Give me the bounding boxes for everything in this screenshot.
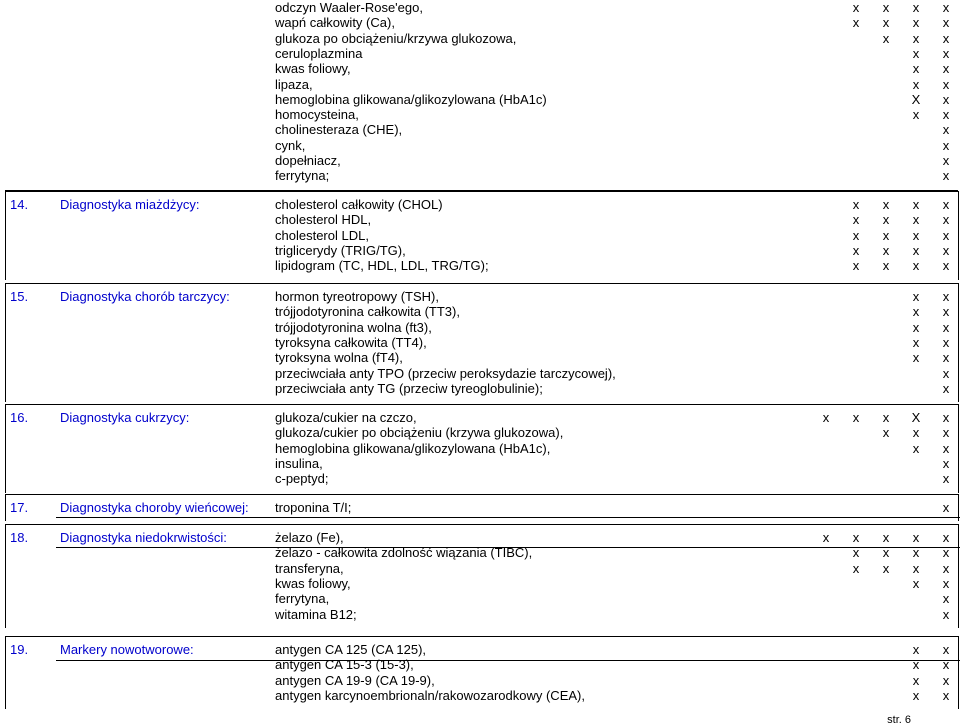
test-name: glukoza/cukier na czczo, — [275, 410, 417, 425]
table-row — [0, 500, 960, 515]
section-title: Diagnostyka niedokrwistości: — [60, 530, 227, 545]
test-name: trójjodotyronina wolna (ft3), — [275, 319, 432, 335]
table-row — [0, 561, 960, 576]
section-border-top — [5, 524, 958, 525]
mark-cell: x — [912, 350, 920, 366]
mark-cell: x — [942, 45, 950, 61]
test-name: żelazo (Fe), — [275, 530, 344, 545]
section-border-top — [5, 636, 958, 637]
mark-cell: x — [942, 30, 950, 46]
section-title: Markery nowotworowe: — [60, 642, 194, 657]
test-name: cholesterol LDL, — [275, 227, 369, 243]
mark-cell: x — [912, 61, 920, 77]
mark-cell: x — [882, 0, 890, 15]
mark-cell: x — [912, 642, 920, 657]
test-name: cholinesteraza (CHE), — [275, 122, 403, 138]
section-number: 19. — [10, 642, 29, 657]
mark-cell: x — [942, 591, 950, 607]
section-number: 17. — [10, 500, 29, 515]
test-name: glukoza po obciążeniu/krzywa glukozowa, — [275, 30, 517, 46]
mark-cell: x — [942, 530, 950, 545]
mark-cell: x — [942, 319, 950, 335]
mark-cell: x — [912, 545, 920, 561]
table-row — [0, 92, 960, 107]
test-name: hormon tyreotropowy (TSH), — [275, 289, 439, 304]
mark-cell: x — [942, 672, 950, 688]
mark-cell: x — [912, 107, 920, 123]
mark-cell: x — [912, 530, 920, 545]
mark-cell: x — [942, 0, 950, 15]
mark-cell: x — [912, 258, 920, 274]
table-row — [0, 335, 960, 350]
test-name: trójjodotyronina całkowita (TT3), — [275, 304, 460, 320]
section-border-top — [5, 283, 958, 284]
mark-cell: x — [912, 227, 920, 243]
test-name: kwas foliowy, — [275, 61, 351, 77]
test-name: cholesterol całkowity (CHOL) — [275, 197, 443, 212]
table-row — [0, 289, 960, 304]
test-name: transferyna, — [275, 560, 344, 576]
mark-cell: x — [942, 575, 950, 591]
table-row — [0, 61, 960, 76]
table-row — [0, 591, 960, 606]
section-underline — [56, 517, 960, 518]
section-border-left — [5, 636, 6, 709]
mark-cell: x — [852, 560, 860, 576]
section-border-right — [958, 636, 959, 709]
table-row — [0, 642, 960, 657]
test-name: cynk, — [275, 137, 306, 153]
table-row — [0, 138, 960, 153]
mark-cell: x — [942, 91, 950, 107]
test-name: ceruloplazmina — [275, 45, 363, 61]
mark-cell: x — [882, 425, 890, 441]
mark-cell: x — [912, 425, 920, 441]
mark-cell: x — [942, 380, 950, 396]
mark-cell: x — [882, 410, 890, 425]
table-row — [0, 576, 960, 591]
mark-cell: x — [942, 471, 950, 487]
table-row — [0, 107, 960, 122]
test-name: lipaza, — [275, 76, 313, 92]
table-row — [0, 350, 960, 365]
mark-cell: x — [942, 212, 950, 228]
page-number: str. 6 — [887, 714, 911, 726]
section-border-left — [5, 404, 6, 493]
table-row — [0, 212, 960, 227]
mark-cell: x — [942, 642, 950, 657]
mark-cell: x — [882, 530, 890, 545]
test-name: żelazo - całkowita zdolność wiązania (TIBC), — [275, 545, 533, 561]
table-row — [0, 456, 960, 471]
test-name: homocysteina, — [275, 107, 359, 123]
mark-cell: x — [912, 30, 920, 46]
mark-cell: x — [942, 334, 950, 350]
mark-cell: x — [942, 545, 950, 561]
mark-cell: x — [852, 15, 860, 31]
mark-cell: x — [912, 289, 920, 304]
test-name: przeciwciała anty TG (przeciw tyreoglobulinie); — [275, 380, 543, 396]
mark-cell: x — [942, 227, 950, 243]
section-number: 18. — [10, 530, 29, 545]
mark-cell: x — [942, 137, 950, 153]
mark-cell: x — [942, 687, 950, 703]
mark-cell: x — [912, 15, 920, 31]
mark-cell: x — [942, 289, 950, 304]
mark-cell: x — [942, 455, 950, 471]
mark-cell: x — [912, 657, 920, 673]
test-name: hemoglobina glikowana/glikozylowana (HbA1c) — [275, 91, 547, 107]
section-title: Diagnostyka cukrzycy: — [60, 410, 190, 425]
test-name: tyroksyna całkowita (TT4), — [275, 334, 427, 350]
mark-cell: x — [882, 242, 890, 258]
section-border-left — [5, 524, 6, 628]
test-name: hemoglobina glikowana/glikozylowana (HbA1c), — [275, 440, 551, 456]
section-title: Diagnostyka miażdżycy: — [60, 197, 200, 212]
mark-cell: x — [942, 107, 950, 123]
mark-cell: x — [852, 530, 860, 545]
mark-cell: x — [912, 687, 920, 703]
mark-cell: x — [852, 227, 860, 243]
table-row — [0, 607, 960, 622]
mark-cell: x — [942, 153, 950, 168]
section-number: 16. — [10, 410, 29, 425]
mark-cell: x — [942, 242, 950, 258]
mark-cell: x — [882, 258, 890, 274]
table-row — [0, 320, 960, 335]
mark-cell: x — [942, 61, 950, 77]
test-name: cholesterol HDL, — [275, 212, 372, 228]
mark-cell: x — [912, 560, 920, 576]
mark-cell: x — [942, 560, 950, 576]
test-name: lipidogram (TC, HDL, LDL, TRG/TG); — [275, 258, 489, 274]
mark-cell: x — [942, 657, 950, 673]
section-border-left — [5, 191, 6, 280]
table-row — [0, 31, 960, 46]
mark-cell: x — [942, 425, 950, 441]
test-name: ferrytyna, — [275, 591, 330, 607]
mark-cell: x — [942, 350, 950, 366]
table-row — [0, 168, 960, 183]
table-row — [0, 15, 960, 30]
test-name: tyroksyna wolna (fT4), — [275, 350, 403, 366]
table-row — [0, 258, 960, 273]
mark-cell: X — [911, 410, 921, 425]
test-name: glukoza/cukier po obciążeniu (krzywa glukozowa), — [275, 425, 564, 441]
table-row — [0, 366, 960, 381]
section-border-right — [958, 283, 959, 402]
table-row — [0, 304, 960, 319]
table-row — [0, 530, 960, 545]
mark-cell: x — [942, 304, 950, 320]
mark-cell: x — [912, 212, 920, 228]
mark-cell: x — [912, 45, 920, 61]
table-row — [0, 122, 960, 137]
section-border-left — [5, 283, 6, 402]
mark-cell: x — [942, 76, 950, 92]
mark-cell: x — [912, 197, 920, 212]
mark-cell: x — [942, 168, 950, 184]
test-name: ferrytyna; — [275, 168, 330, 184]
test-name: antygen karcynoembrionaln/rakowozarodkowy (CEA), — [275, 687, 585, 703]
mark-cell: x — [852, 0, 860, 15]
table-row — [0, 243, 960, 258]
mark-cell: x — [942, 365, 950, 381]
section-border-right — [958, 524, 959, 628]
mark-cell: x — [852, 212, 860, 228]
section-title: Diagnostyka chorób tarczycy: — [60, 289, 230, 304]
mark-cell: x — [882, 545, 890, 561]
mark-cell: x — [942, 606, 950, 622]
mark-cell: x — [912, 440, 920, 456]
section-underline — [56, 547, 960, 548]
mark-cell: x — [912, 319, 920, 335]
mark-cell: x — [852, 545, 860, 561]
mark-cell: x — [882, 30, 890, 46]
mark-cell: x — [912, 242, 920, 258]
section-border-right — [958, 191, 959, 280]
section-number: 15. — [10, 289, 29, 304]
test-name: c-peptyd; — [275, 471, 329, 487]
section-number: 14. — [10, 197, 29, 212]
mark-cell: x — [882, 15, 890, 31]
mark-cell: x — [912, 304, 920, 320]
test-name: insulina, — [275, 455, 323, 471]
test-name: antygen CA 15-3 (15-3), — [275, 657, 414, 673]
section-border-top — [5, 494, 958, 495]
mark-cell: x — [912, 334, 920, 350]
mark-cell: x — [942, 440, 950, 456]
table-row — [0, 46, 960, 61]
test-name: troponina T/I; — [275, 500, 352, 515]
section-border-top — [5, 191, 958, 192]
table-row — [0, 381, 960, 396]
table-row — [0, 77, 960, 92]
mark-cell: x — [882, 560, 890, 576]
test-name: triglicerydy (TRIG/TG), — [275, 242, 406, 258]
mark-cell: x — [942, 258, 950, 274]
section-underline — [56, 660, 960, 661]
section-border-top — [5, 404, 958, 405]
mark-cell: x — [852, 410, 860, 425]
mark-cell: X — [911, 91, 921, 107]
section-border-right — [958, 404, 959, 493]
test-name: kwas foliowy, — [275, 575, 351, 591]
mark-cell: x — [882, 212, 890, 228]
mark-cell: x — [912, 76, 920, 92]
table-row — [0, 197, 960, 212]
test-name: wapń całkowity (Ca), — [275, 15, 395, 31]
mark-cell: x — [912, 672, 920, 688]
mark-cell: x — [882, 197, 890, 212]
test-name: witamina B12; — [275, 606, 357, 622]
mark-cell: x — [822, 530, 830, 545]
section-title: Diagnostyka choroby wieńcowej: — [60, 500, 249, 515]
test-name: antygen CA 125 (CA 125), — [275, 642, 427, 657]
table-row — [0, 425, 960, 440]
table-row — [0, 471, 960, 486]
mark-cell: x — [942, 197, 950, 212]
table-row — [0, 153, 960, 168]
mark-cell: x — [822, 410, 830, 425]
mark-cell: x — [942, 500, 950, 515]
table-row — [0, 410, 960, 425]
test-name: antygen CA 19-9 (CA 19-9), — [275, 672, 435, 688]
table-row — [0, 0, 960, 15]
mark-cell: x — [882, 227, 890, 243]
test-name: odczyn Waaler-Rose'ego, — [275, 0, 423, 15]
test-name: dopełniacz, — [275, 153, 341, 168]
mark-cell: x — [912, 575, 920, 591]
mark-cell: x — [942, 122, 950, 138]
block-border-top — [5, 190, 958, 191]
table-row — [0, 228, 960, 243]
mark-cell: x — [852, 197, 860, 212]
mark-cell: x — [852, 242, 860, 258]
table-row — [0, 688, 960, 703]
mark-cell: x — [912, 0, 920, 15]
mark-cell: x — [852, 258, 860, 274]
table-row — [0, 441, 960, 456]
section-border-left — [5, 494, 6, 521]
test-name: przeciwciała anty TPO (przeciw peroksydazie tarczycowej), — [275, 365, 616, 381]
mark-cell: x — [942, 15, 950, 31]
table-row — [0, 673, 960, 688]
mark-cell: x — [942, 410, 950, 425]
